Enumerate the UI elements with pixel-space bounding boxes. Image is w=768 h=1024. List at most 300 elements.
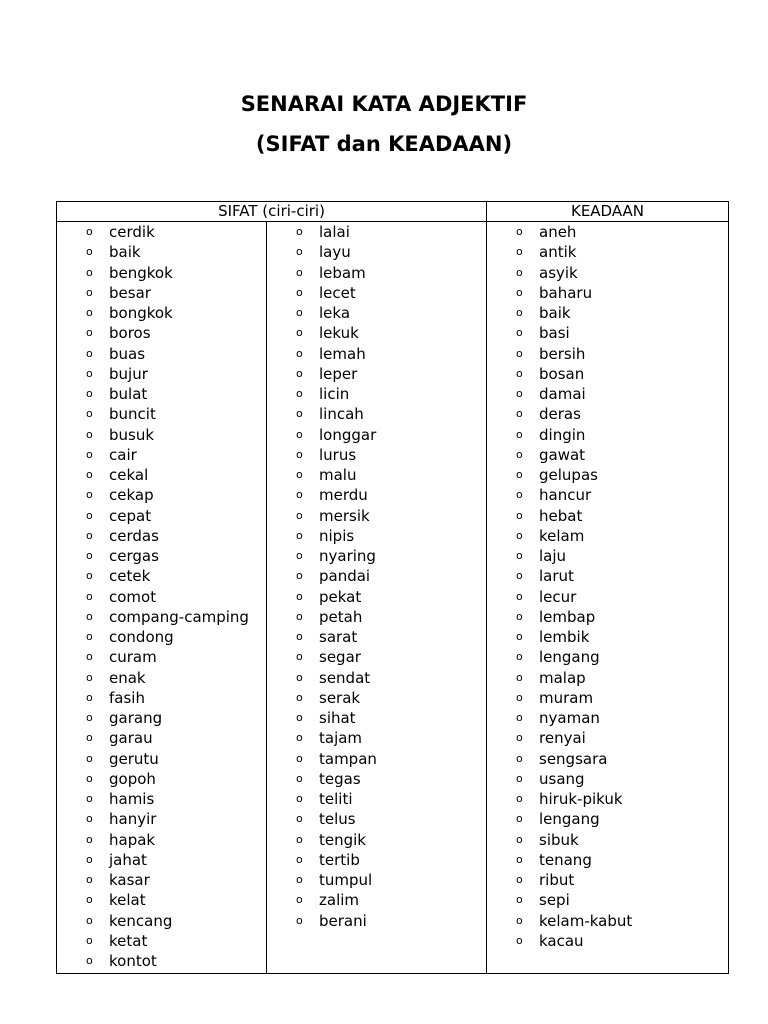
list-item: [57, 627, 266, 647]
bullet-icon: o: [516, 569, 523, 583]
word-text: layu: [319, 243, 351, 262]
list-item: [57, 951, 266, 971]
list-item: [267, 688, 486, 708]
bullet-icon: o: [86, 508, 93, 522]
list-item: [267, 809, 486, 829]
bullet-icon: o: [516, 549, 523, 562]
bullet-icon: o: [296, 346, 303, 360]
list-item: [57, 870, 266, 890]
word-text: malu: [319, 466, 357, 484]
list-item: [57, 890, 266, 910]
word-text: deras: [539, 405, 581, 424]
bullet-icon: o: [516, 528, 523, 542]
list-item: [487, 283, 728, 303]
bullet-icon: o: [516, 690, 523, 704]
word-text: longgar: [319, 425, 377, 444]
list-item: [487, 506, 728, 526]
list-item: [267, 283, 486, 303]
list-item: [57, 830, 266, 850]
word-text: baharu: [539, 283, 593, 302]
word-text: buncit: [109, 405, 156, 424]
list-item: [57, 587, 266, 607]
list-item: [57, 323, 266, 343]
list-item: [57, 769, 266, 789]
bullet-icon: o: [296, 468, 303, 481]
word-text: hanyir: [109, 810, 157, 829]
list-item: [487, 263, 728, 283]
word-text: pandai: [319, 567, 371, 586]
list-item: [57, 303, 266, 323]
bullet-icon: o: [516, 751, 523, 765]
bullet-icon: o: [296, 366, 303, 380]
word-text: gawat: [539, 445, 586, 464]
word-text: bujur: [109, 364, 148, 383]
bullet-icon: o: [296, 589, 303, 603]
list-item: [57, 607, 266, 627]
bullet-icon: o: [296, 245, 303, 259]
list-item: [487, 688, 728, 708]
bullet-icon: o: [296, 569, 303, 583]
word-text: hebat: [539, 506, 583, 525]
bullet-icon: o: [86, 245, 93, 259]
list-item: [267, 404, 486, 424]
list-item: [267, 647, 486, 667]
word-text: kelam-kabut: [539, 911, 633, 930]
list-item: [487, 627, 728, 647]
bullet-icon: o: [296, 265, 303, 279]
list-item: [267, 506, 486, 526]
list-item: [57, 850, 266, 870]
bullet-icon: o: [296, 508, 303, 522]
bullet-icon: o: [296, 913, 303, 927]
bullet-icon: o: [86, 731, 93, 745]
word-text: gerutu: [109, 749, 159, 768]
bullet-icon: o: [86, 933, 93, 947]
list-item: [57, 566, 266, 586]
bullet-icon: o: [296, 792, 303, 805]
word-text: antik: [539, 243, 577, 262]
list-item: [57, 911, 266, 931]
bullet-icon: o: [86, 670, 93, 684]
list-item: [267, 607, 486, 627]
list-item: [267, 911, 486, 931]
word-text: teliti: [319, 790, 353, 808]
keadaan-cell: [487, 222, 729, 974]
list-item: [267, 870, 486, 890]
list-item: [487, 566, 728, 586]
list-item: [57, 809, 266, 829]
bullet-icon: o: [296, 893, 303, 907]
bullet-icon: o: [516, 792, 523, 805]
list-item: [487, 789, 728, 809]
bullet-icon: o: [296, 751, 303, 765]
list-item: [487, 222, 728, 242]
bullet-icon: o: [516, 285, 523, 299]
list-item: [267, 465, 486, 485]
word-text: pekat: [319, 587, 362, 606]
bullet-icon: o: [86, 528, 93, 542]
list-item: [487, 587, 728, 607]
list-item: [57, 789, 266, 809]
list-item: [267, 566, 486, 586]
bullet-icon: o: [86, 873, 93, 886]
list-item: [487, 850, 728, 870]
list-item: [57, 263, 266, 283]
list-item: [57, 222, 266, 242]
word-text: lecet: [319, 283, 356, 302]
word-text: curam: [109, 648, 157, 667]
word-text: bulat: [109, 385, 148, 403]
bullet-icon: o: [86, 711, 93, 724]
body-row: [57, 222, 729, 974]
sifat-list-1: [57, 222, 267, 973]
word-text: lengang: [539, 810, 600, 829]
bullet-icon: o: [86, 225, 93, 238]
list-item: [57, 728, 266, 748]
list-item: [487, 303, 728, 323]
list-item: [267, 668, 486, 688]
list-item: [57, 708, 266, 728]
word-text: tenang: [539, 850, 592, 869]
word-text: lebam: [319, 263, 366, 282]
bullet-icon: o: [516, 609, 523, 623]
list-item: [57, 931, 266, 951]
bullet-icon: o: [296, 630, 303, 643]
word-text: lincah: [319, 405, 364, 424]
word-text: lengang: [539, 648, 600, 667]
keadaan-header: KEADAAN: [487, 202, 729, 222]
list-item: [267, 242, 486, 262]
bullet-icon: o: [516, 326, 523, 340]
list-item: [487, 404, 728, 424]
bullet-icon: o: [516, 468, 523, 481]
word-text: lekuk: [319, 324, 359, 343]
sifat-cell: [57, 222, 487, 974]
word-text: hiruk-pikuk: [539, 790, 623, 808]
word-text: garau: [109, 729, 153, 748]
word-text: cetek: [109, 567, 151, 586]
bullet-icon: o: [516, 711, 523, 724]
word-text: condong: [109, 628, 174, 646]
keadaan-list: [487, 222, 728, 953]
list-item: [267, 749, 486, 769]
bullet-icon: o: [296, 488, 303, 502]
word-text: tumpul: [319, 871, 373, 889]
word-text: tampan: [319, 749, 377, 768]
list-item: [267, 587, 486, 607]
list-item: [267, 627, 486, 647]
list-item: [57, 485, 266, 505]
word-text: leka: [319, 304, 351, 322]
word-text: usang: [539, 769, 585, 788]
word-text: bersih: [539, 344, 586, 363]
bullet-icon: o: [516, 852, 523, 866]
bullet-icon: o: [86, 366, 93, 380]
bullet-icon: o: [86, 832, 93, 846]
word-text: basi: [539, 324, 570, 343]
list-item: [267, 485, 486, 505]
word-text: cergas: [109, 547, 159, 565]
adjective-table: [56, 201, 729, 974]
bullet-icon: o: [516, 589, 523, 603]
word-text: asyik: [539, 263, 578, 282]
word-text: petah: [319, 607, 363, 626]
bullet-icon: o: [296, 690, 303, 704]
list-item: [487, 364, 728, 384]
list-item: [57, 344, 266, 364]
word-text: aneh: [539, 223, 577, 241]
list-item: [487, 830, 728, 850]
bullet-icon: o: [86, 488, 93, 502]
word-text: enak: [109, 668, 146, 687]
bullet-icon: o: [296, 711, 303, 724]
list-item: [487, 445, 728, 465]
word-text: muram: [539, 688, 594, 707]
word-text: bosan: [539, 364, 585, 383]
bullet-icon: o: [296, 832, 303, 846]
bullet-icon: o: [516, 387, 523, 400]
word-text: cerdik: [109, 223, 155, 241]
bullet-icon: o: [86, 549, 93, 562]
list-item: [487, 425, 728, 445]
bullet-icon: o: [86, 407, 93, 421]
word-text: cair: [109, 445, 137, 464]
bullet-icon: o: [86, 285, 93, 299]
word-text: sengsara: [539, 749, 608, 768]
list-item: [267, 364, 486, 384]
list-item: [487, 546, 728, 566]
word-text: sibuk: [539, 830, 579, 849]
bullet-icon: o: [86, 812, 93, 826]
list-item: [267, 830, 486, 850]
bullet-icon: o: [86, 326, 93, 340]
bullet-icon: o: [516, 771, 523, 785]
list-item: [487, 465, 728, 485]
word-text: sihat: [319, 709, 356, 727]
word-text: sendat: [319, 668, 371, 687]
list-item: [267, 445, 486, 465]
bullet-icon: o: [86, 346, 93, 360]
word-text: lembik: [539, 628, 590, 646]
list-item: [57, 668, 266, 688]
bullet-icon: o: [516, 447, 523, 461]
bullet-icon: o: [86, 306, 93, 319]
bullet-icon: o: [86, 569, 93, 583]
bullet-icon: o: [296, 528, 303, 542]
bullet-icon: o: [296, 447, 303, 461]
bullet-icon: o: [516, 346, 523, 360]
list-item: [57, 749, 266, 769]
bullet-icon: o: [516, 265, 523, 279]
word-text: baik: [109, 243, 141, 262]
word-text: nipis: [319, 526, 355, 545]
document-subtitle: (SIFAT dan KEADAAN): [255, 132, 513, 156]
bullet-icon: o: [296, 285, 303, 299]
bullet-icon: o: [86, 913, 93, 927]
list-item: [487, 769, 728, 789]
bullet-icon: o: [86, 265, 93, 279]
word-text: jahat: [109, 850, 147, 869]
word-text: lemah: [319, 344, 366, 363]
sifat-header: SIFAT (ciri-ciri): [57, 202, 487, 222]
list-item: [487, 668, 728, 688]
word-text: renyai: [539, 729, 586, 748]
word-text: tertib: [319, 850, 360, 869]
word-text: garang: [109, 709, 163, 727]
bullet-icon: o: [516, 650, 523, 664]
bullet-icon: o: [516, 306, 523, 319]
word-text: hapak: [109, 830, 156, 849]
word-text: kasar: [109, 871, 150, 889]
list-item: [57, 506, 266, 526]
list-item: [57, 445, 266, 465]
word-text: sepi: [539, 891, 570, 910]
list-item: [487, 870, 728, 890]
list-item: [487, 890, 728, 910]
word-text: segar: [319, 648, 361, 667]
word-text: hancur: [539, 486, 592, 505]
list-item: [57, 546, 266, 566]
list-item: [57, 688, 266, 708]
list-item: [267, 384, 486, 404]
bullet-icon: o: [516, 488, 523, 502]
list-item: [267, 850, 486, 870]
bullet-icon: o: [86, 468, 93, 481]
word-text: bongkok: [109, 304, 173, 322]
list-item: [267, 728, 486, 748]
word-text: telus: [319, 810, 356, 829]
word-text: besar: [109, 283, 151, 302]
bullet-icon: o: [516, 913, 523, 927]
bullet-icon: o: [516, 245, 523, 259]
bullet-icon: o: [86, 792, 93, 805]
word-text: sarat: [319, 628, 358, 646]
bullet-icon: o: [296, 387, 303, 400]
list-item: [267, 708, 486, 728]
word-text: nyaring: [319, 547, 376, 565]
list-item: [57, 526, 266, 546]
header-row: [57, 202, 729, 222]
word-text: fasih: [109, 688, 145, 707]
word-text: nyaman: [539, 709, 600, 727]
list-item: [267, 222, 486, 242]
bullet-icon: o: [296, 670, 303, 684]
word-text: leper: [319, 364, 358, 383]
word-text: busuk: [109, 425, 155, 444]
list-item: [57, 465, 266, 485]
list-item: [57, 425, 266, 445]
word-text: larut: [539, 567, 574, 586]
word-text: mersik: [319, 506, 370, 525]
bullet-icon: o: [296, 731, 303, 745]
list-item: [487, 749, 728, 769]
bullet-icon: o: [296, 812, 303, 826]
bullet-icon: o: [296, 326, 303, 340]
list-item: [487, 607, 728, 627]
word-text: ribut: [539, 871, 575, 889]
list-item: [57, 364, 266, 384]
word-text: cekal: [109, 466, 149, 484]
list-item: [267, 303, 486, 323]
word-text: lalai: [319, 223, 350, 241]
bullet-icon: o: [516, 832, 523, 846]
bullet-icon: o: [516, 873, 523, 886]
bullet-icon: o: [516, 508, 523, 522]
list-item: [267, 425, 486, 445]
bullet-icon: o: [86, 954, 93, 967]
bullet-icon: o: [516, 427, 523, 441]
list-item: [267, 344, 486, 364]
bullet-icon: o: [516, 812, 523, 826]
bullet-icon: o: [296, 225, 303, 238]
bullet-icon: o: [516, 731, 523, 745]
bullet-icon: o: [86, 893, 93, 907]
word-text: gopoh: [109, 769, 156, 788]
bullet-icon: o: [296, 852, 303, 866]
bullet-icon: o: [516, 366, 523, 380]
list-item: [487, 242, 728, 262]
word-text: tengik: [319, 830, 366, 849]
bullet-icon: o: [86, 447, 93, 461]
word-text: hamis: [109, 790, 155, 808]
list-item: [487, 526, 728, 546]
bullet-icon: o: [86, 387, 93, 400]
word-text: tegas: [319, 769, 361, 788]
bullet-icon: o: [86, 650, 93, 664]
list-item: [487, 931, 728, 951]
bullet-icon: o: [86, 690, 93, 704]
word-text: cekap: [109, 486, 154, 505]
word-text: lecur: [539, 587, 577, 606]
bullet-icon: o: [296, 650, 303, 664]
list-item: [267, 769, 486, 789]
bullet-icon: o: [296, 306, 303, 319]
list-item: [267, 526, 486, 546]
list-item: [487, 384, 728, 404]
word-text: compang-camping: [109, 607, 249, 626]
word-text: kelam: [539, 526, 585, 545]
word-text: boros: [109, 324, 151, 343]
list-item: [57, 384, 266, 404]
word-text: kencang: [109, 911, 173, 930]
bullet-icon: o: [86, 630, 93, 643]
bullet-icon: o: [516, 670, 523, 684]
list-item: [487, 323, 728, 343]
word-text: damai: [539, 385, 586, 403]
bullet-icon: o: [86, 427, 93, 441]
list-item: [487, 911, 728, 931]
bullet-icon: o: [86, 589, 93, 603]
word-text: gelupas: [539, 466, 598, 484]
word-text: cepat: [109, 506, 152, 525]
document-title: SENARAI KATA ADJEKTIF: [240, 92, 528, 116]
bullet-icon: o: [296, 609, 303, 623]
bullet-icon: o: [516, 225, 523, 238]
list-item: [267, 263, 486, 283]
word-text: tajam: [319, 729, 363, 748]
word-text: baik: [539, 304, 571, 322]
list-item: [57, 242, 266, 262]
list-item: [487, 728, 728, 748]
word-text: lembap: [539, 607, 596, 626]
word-text: kelat: [109, 891, 146, 910]
list-item: [267, 890, 486, 910]
bullet-icon: o: [86, 771, 93, 785]
bullet-icon: o: [516, 933, 523, 947]
bullet-icon: o: [296, 549, 303, 562]
word-text: dingin: [539, 425, 586, 444]
list-item: [487, 809, 728, 829]
